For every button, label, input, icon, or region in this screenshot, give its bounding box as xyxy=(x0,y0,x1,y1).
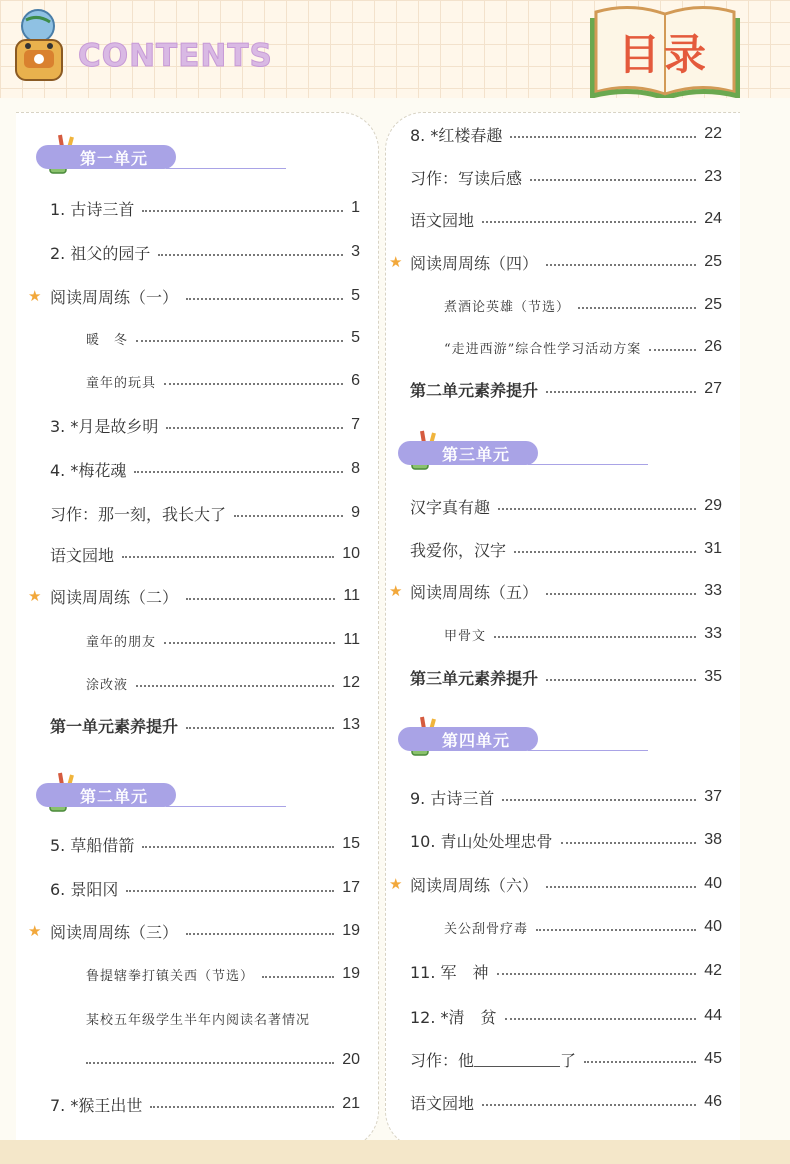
toc-entry[interactable] xyxy=(386,119,740,149)
leader-dots xyxy=(502,799,696,801)
entry-title: 语文园地 xyxy=(410,1093,475,1113)
entry-page: 6 xyxy=(351,372,360,389)
unit-header xyxy=(16,771,356,805)
toc-entry[interactable] xyxy=(16,1089,378,1119)
toc-entry[interactable] xyxy=(386,204,740,234)
entry-page: 44 xyxy=(704,1007,722,1024)
leader-dots xyxy=(136,340,343,342)
entry-title: 4. *梅花魂 xyxy=(50,460,127,480)
leader-dots xyxy=(150,1106,334,1108)
entry-title: 12. *清 贫 xyxy=(410,1007,497,1027)
footer-decoration xyxy=(0,1140,790,1164)
entry-page: 12 xyxy=(342,674,360,691)
entry-title: 阅读周周练（六） xyxy=(410,875,539,895)
entry-page: 11 xyxy=(343,631,360,648)
toc-entry[interactable] xyxy=(386,869,740,899)
unit-title: 第一单元 xyxy=(36,145,176,169)
entry-title: 涂改液 xyxy=(86,677,129,693)
entry-title: 阅读周周练（五） xyxy=(410,582,539,602)
entry-page: 19 xyxy=(342,965,360,982)
entry-title: 习作：写读后感 xyxy=(410,168,523,188)
leader-dots xyxy=(122,556,334,558)
entry-page: 35 xyxy=(704,668,722,685)
toc-entry[interactable] xyxy=(16,710,378,740)
entry-page: 21 xyxy=(342,1095,360,1112)
leader-dots xyxy=(536,929,696,931)
entry-page: 11 xyxy=(343,587,360,604)
leader-dots xyxy=(86,1062,334,1064)
leader-dots xyxy=(164,383,343,385)
entry-title: 阅读周周练（四） xyxy=(410,253,539,273)
entry-page: 31 xyxy=(704,540,722,557)
unit-underline xyxy=(528,750,648,751)
entry-title: 3. *月是故乡明 xyxy=(50,416,159,436)
entry-title: 阅读周周练（一） xyxy=(50,287,179,307)
entry-title: 11. 军 神 xyxy=(410,962,489,982)
unit-title: 第三单元 xyxy=(398,441,538,465)
star-icon: ★ xyxy=(389,582,403,600)
toc-entry[interactable] xyxy=(386,782,740,812)
leader-dots xyxy=(166,427,343,429)
entry-title: 习作：他 xyxy=(410,1050,475,1070)
entry-title: 2. 祖父的园子 xyxy=(50,243,151,263)
toc-entry[interactable] xyxy=(386,1001,740,1031)
entry-page: 5 xyxy=(351,287,360,304)
leader-dots xyxy=(514,551,696,553)
leader-dots xyxy=(234,515,343,517)
toc-entry[interactable] xyxy=(16,410,378,440)
toc-entry[interactable] xyxy=(386,662,740,692)
unit-underline xyxy=(166,168,286,169)
school-bag-mascot-icon xyxy=(8,6,70,84)
entry-title: 汉字真有趣 xyxy=(410,497,491,517)
star-icon: ★ xyxy=(28,922,42,940)
toc-entry[interactable] xyxy=(16,237,378,267)
right-column xyxy=(385,112,740,1149)
leader-dots xyxy=(584,1061,696,1063)
leader-dots xyxy=(561,842,697,844)
entry-title: 阅读周周练（二） xyxy=(50,587,179,607)
leader-dots xyxy=(136,685,334,687)
unit-header xyxy=(16,133,356,167)
leader-dots xyxy=(505,1018,697,1020)
unit-title: 第二单元 xyxy=(36,783,176,807)
leader-dots xyxy=(578,307,696,309)
toc-entry[interactable] xyxy=(386,1044,740,1074)
toc-entry[interactable] xyxy=(16,454,378,484)
entry-page: 38 xyxy=(704,831,722,848)
leader-dots xyxy=(649,349,696,351)
entry-page: 25 xyxy=(704,296,722,313)
entry-page: 20 xyxy=(342,1051,360,1068)
toc-subentry[interactable] xyxy=(16,366,378,396)
page-title: 目录 xyxy=(617,30,710,79)
entry-title: 童年的玩具 xyxy=(86,375,157,391)
entry-page: 45 xyxy=(704,1050,722,1067)
leader-dots xyxy=(186,298,343,300)
entry-title: 我爱你，汉字 xyxy=(410,540,507,560)
star-icon: ★ xyxy=(28,287,42,305)
entry-page: 23 xyxy=(704,168,722,185)
entry-title: 第三单元素养提升 xyxy=(410,668,539,688)
entry-page: 26 xyxy=(704,338,722,355)
entry-title: 第一单元素养提升 xyxy=(50,716,179,736)
leader-dots xyxy=(498,508,696,510)
leader-dots xyxy=(186,598,335,600)
entry-page: 17 xyxy=(342,879,360,896)
leader-dots xyxy=(510,136,696,138)
toc-entry[interactable] xyxy=(386,247,740,277)
entry-page: 15 xyxy=(342,835,360,852)
entry-page: 13 xyxy=(342,716,360,733)
star-icon: ★ xyxy=(28,587,42,605)
entry-title: 6. 景阳冈 xyxy=(50,879,119,899)
entry-title: 8. *红楼春趣 xyxy=(410,125,503,145)
toc-entry[interactable] xyxy=(16,916,378,946)
leader-dots xyxy=(546,679,696,681)
entry-page: 46 xyxy=(704,1093,722,1110)
toc-entry[interactable] xyxy=(386,956,740,986)
toc-subentry[interactable] xyxy=(16,1003,378,1033)
leader-dots xyxy=(494,636,696,638)
leader-dots xyxy=(482,1104,696,1106)
toc-entry[interactable] xyxy=(386,534,740,564)
unit-underline xyxy=(166,806,286,807)
entry-page: 7 xyxy=(351,416,360,433)
entry-page: 10 xyxy=(342,545,360,562)
toc-subentry[interactable] xyxy=(16,323,378,353)
toc-subentry[interactable] xyxy=(386,912,740,942)
entry-page: 5 xyxy=(351,329,360,346)
toc-entry[interactable] xyxy=(386,576,740,606)
entry-page: 3 xyxy=(351,243,360,260)
entry-page: 19 xyxy=(342,922,360,939)
toc-subentry[interactable] xyxy=(16,668,378,698)
contents-label: CONTENTS xyxy=(78,38,273,74)
entry-title: 语文园地 xyxy=(410,210,475,230)
toc-entry[interactable] xyxy=(16,193,378,223)
leader-dots xyxy=(530,179,696,181)
toc-subentry[interactable] xyxy=(386,290,740,320)
entry-page: 42 xyxy=(704,962,722,979)
toc-entry[interactable] xyxy=(16,829,378,859)
entry-page: 40 xyxy=(704,918,722,935)
entry-page: 24 xyxy=(704,210,722,227)
entry-title-suffix: 了 xyxy=(560,1050,577,1070)
entry-page: 40 xyxy=(704,875,722,892)
toc-subentry-continued[interactable] xyxy=(16,1045,378,1075)
entry-title: 阅读周周练（三） xyxy=(50,922,179,942)
toc-entry[interactable] xyxy=(386,491,740,521)
entry-page: 22 xyxy=(704,125,722,142)
toc-entry[interactable] xyxy=(386,162,740,192)
leader-dots xyxy=(546,593,696,595)
toc-entry[interactable] xyxy=(16,498,378,528)
toc-subentry[interactable] xyxy=(16,625,378,655)
entry-page: 33 xyxy=(704,582,722,599)
leader-dots xyxy=(546,264,696,266)
leader-dots xyxy=(482,221,696,223)
toc-entry[interactable] xyxy=(16,539,378,569)
entry-title: 7. *猴王出世 xyxy=(50,1095,143,1115)
toc-entry[interactable] xyxy=(386,825,740,855)
unit-underline xyxy=(528,464,648,465)
unit-header xyxy=(378,715,718,749)
leader-dots xyxy=(546,391,696,393)
entry-page: 37 xyxy=(704,788,722,805)
leader-dots xyxy=(186,727,334,729)
toc-entry[interactable] xyxy=(386,374,740,404)
leader-dots xyxy=(126,890,334,892)
toc-subentry[interactable] xyxy=(386,332,740,362)
toc-entry[interactable] xyxy=(16,581,378,611)
entry-title: 语文园地 xyxy=(50,545,115,565)
leader-dots xyxy=(142,210,343,212)
leader-dots xyxy=(164,642,335,644)
header xyxy=(0,0,790,110)
unit-header xyxy=(378,429,718,463)
entry-title: 童年的朋友 xyxy=(86,634,157,650)
toc-entry[interactable] xyxy=(16,281,378,311)
entry-page: 29 xyxy=(704,497,722,514)
entry-title: 9. 古诗三首 xyxy=(410,788,495,808)
entry-title: 煮酒论英雄（节选） xyxy=(444,299,571,315)
leader-dots xyxy=(262,976,334,978)
star-icon: ★ xyxy=(389,253,403,271)
entry-title: 甲骨文 xyxy=(444,628,487,644)
toc-subentry[interactable] xyxy=(16,959,378,989)
unit-title: 第四单元 xyxy=(398,727,538,751)
entry-title: 5. 草船借箭 xyxy=(50,835,135,855)
entry-page: 9 xyxy=(351,504,360,521)
entry-page: 1 xyxy=(351,199,360,216)
entry-title: “走进西游”综合性学习活动方案 xyxy=(444,341,642,357)
toc-entry[interactable] xyxy=(386,1087,740,1117)
entry-page: 27 xyxy=(704,380,722,397)
entry-title: 10. 青山处处埋忠骨 xyxy=(410,831,553,851)
toc-subentry[interactable] xyxy=(386,619,740,649)
entry-title: 1. 古诗三首 xyxy=(50,199,135,219)
leader-dots xyxy=(158,254,343,256)
leader-dots xyxy=(546,886,696,888)
left-column xyxy=(16,112,379,1149)
star-icon: ★ xyxy=(389,875,403,893)
fill-in-blank xyxy=(474,1052,560,1067)
entry-title: 某校五年级学生半年内阅读名著情况 xyxy=(86,1012,311,1028)
entry-page: 25 xyxy=(704,253,722,270)
entry-title: 关公刮骨疗毒 xyxy=(444,921,529,937)
toc-entry[interactable] xyxy=(16,873,378,903)
leader-dots xyxy=(186,933,334,935)
entry-title: 鲁提辖拳打镇关西（节选） xyxy=(86,968,255,984)
entry-title: 第二单元素养提升 xyxy=(410,380,539,400)
entry-page: 33 xyxy=(704,625,722,642)
entry-title: 暖 冬 xyxy=(86,332,129,348)
entry-page: 8 xyxy=(351,460,360,477)
leader-dots xyxy=(497,973,697,975)
leader-dots xyxy=(134,471,343,473)
leader-dots xyxy=(142,846,334,848)
entry-title: 习作：那一刻，我长大了 xyxy=(50,504,227,524)
header-divider xyxy=(0,98,790,110)
